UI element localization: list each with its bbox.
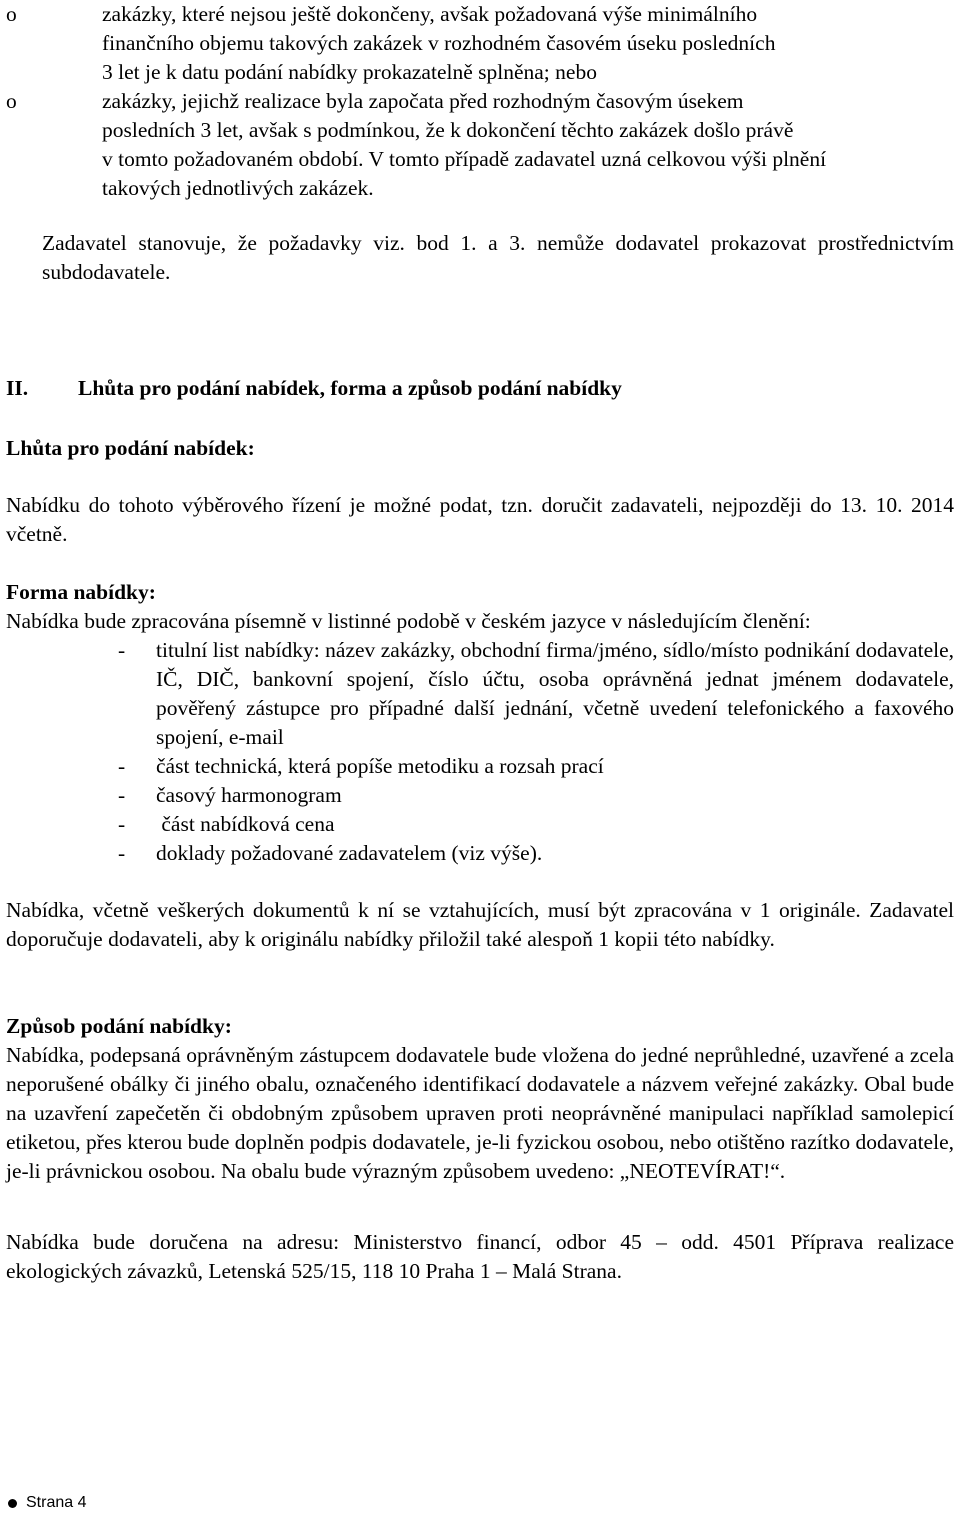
list-bullet: o [6, 89, 17, 113]
list-dash: - [118, 841, 126, 865]
list-item: - titulní list nabídky: název zakázky, obchodní firma/jméno, sídlo/místo podnikání dodavatele, IČ, DIČ, bankovní spojení, číslo účtu, osoba oprávněná jednat jménem dodavatele, pověřený zástupce pro případné další jednání, včetně uvedení telefonického a faxového spojení, e-mail [118, 638, 954, 749]
form-heading: Forma nabídky: [6, 580, 156, 604]
list-bullet: o [6, 2, 17, 26]
list-dash: - [118, 812, 126, 836]
bullet-dot-icon [8, 1499, 17, 1508]
original-note: Nabídka, včetně veškerých dokumentů k ní se vztahujících, musí být zpracována v 1 originále. Zadavatel doporučuje dodavateli, aby k originálu nabídky přiložil také alespoň 1 kopii této nabídky. [6, 898, 954, 951]
list-item: - časový harmonogram [6, 781, 954, 810]
list-item: o zakázky, které nejsou ještě dokončeny, avšak požadovaná výše minimálního finančního objemu takových zakázek v rozhodném časovém úseku posledních 3 let je k datu podání nabídky prokazatelně splněna; nebo [6, 2, 776, 84]
list-dash: - [118, 638, 126, 662]
section-number: II. [6, 376, 29, 400]
deadline-heading: Lhůta pro podání nabídek: [6, 436, 255, 460]
list-dash: - [118, 754, 126, 778]
delivery-address: Nabídka bude doručena na adresu: Ministerstvo financí, odbor 45 – odd. 4501 Příprava realizace ekologických závazků, Letenská 525/15, 118 10 Praha 1 – Malá Strana. [6, 1230, 954, 1283]
list-item: - část technická, která popíše metodiku a rozsah prací [6, 752, 954, 781]
section-heading [6, 374, 954, 403]
list-item: - část nabídková cena [6, 810, 954, 839]
list-item: o zakázky, jejichž realizace byla započata před rozhodným časovým úsekem posledních 3 let, avšak s podmínkou, že k dokončení těchto zakázek došlo právě v tomto požadovaném období. V tomto případě zadavatel uzná celkovou výši plnění takových jednotlivých zakázek. [6, 89, 827, 200]
method-heading: Způsob podání nabídky: [6, 1014, 232, 1038]
page-footer [8, 1493, 86, 1513]
section-title: Lhůta pro podání nabídek, forma a způsob podání nabídky [78, 376, 622, 400]
subcontractor-note: Zadavatel stanovuje, že požadavky viz. bod 1. a 3. nemůže dodavatel prokazovat prostřednictvím subdodavatele. [42, 231, 954, 284]
list-item: - doklady požadované zadavatelem (viz výše). [6, 839, 954, 868]
deadline-text: Nabídku do tohoto výběrového řízení je možné podat, tzn. doručit zadavateli, nejpozději do 13. 10. 2014 včetně. [6, 493, 954, 546]
page-number: Strana 4 [26, 1494, 87, 1511]
method-text: Nabídka, podepsaná oprávněným zástupcem dodavatele bude vložena do jedné neprůhledné, uzavřené a zcela neporušené obálky či jiného obalu, označeného identifikací dodavatele a názvem veřejné zakázky. Obal bude na uzavření zapečetěn či obdobným způsobem upraven proti neoprávněné manipulaci například samolepicí etiketou, přes kterou bude doplněn podpis dodavatele, je-li fyzickou osobou, nebo otištěno razítko dodavatele, je-li právnickou osobou. Na obalu bude výrazným způsobem uvedeno: „NEOTEVÍRAT!“. [6, 1043, 954, 1183]
form-intro: Nabídka bude zpracována písemně v listinné podobě v českém jazyce v následujícím členění: [6, 609, 811, 633]
form-item-list [6, 636, 954, 868]
list-dash: - [118, 783, 126, 807]
condition-list [6, 0, 954, 203]
